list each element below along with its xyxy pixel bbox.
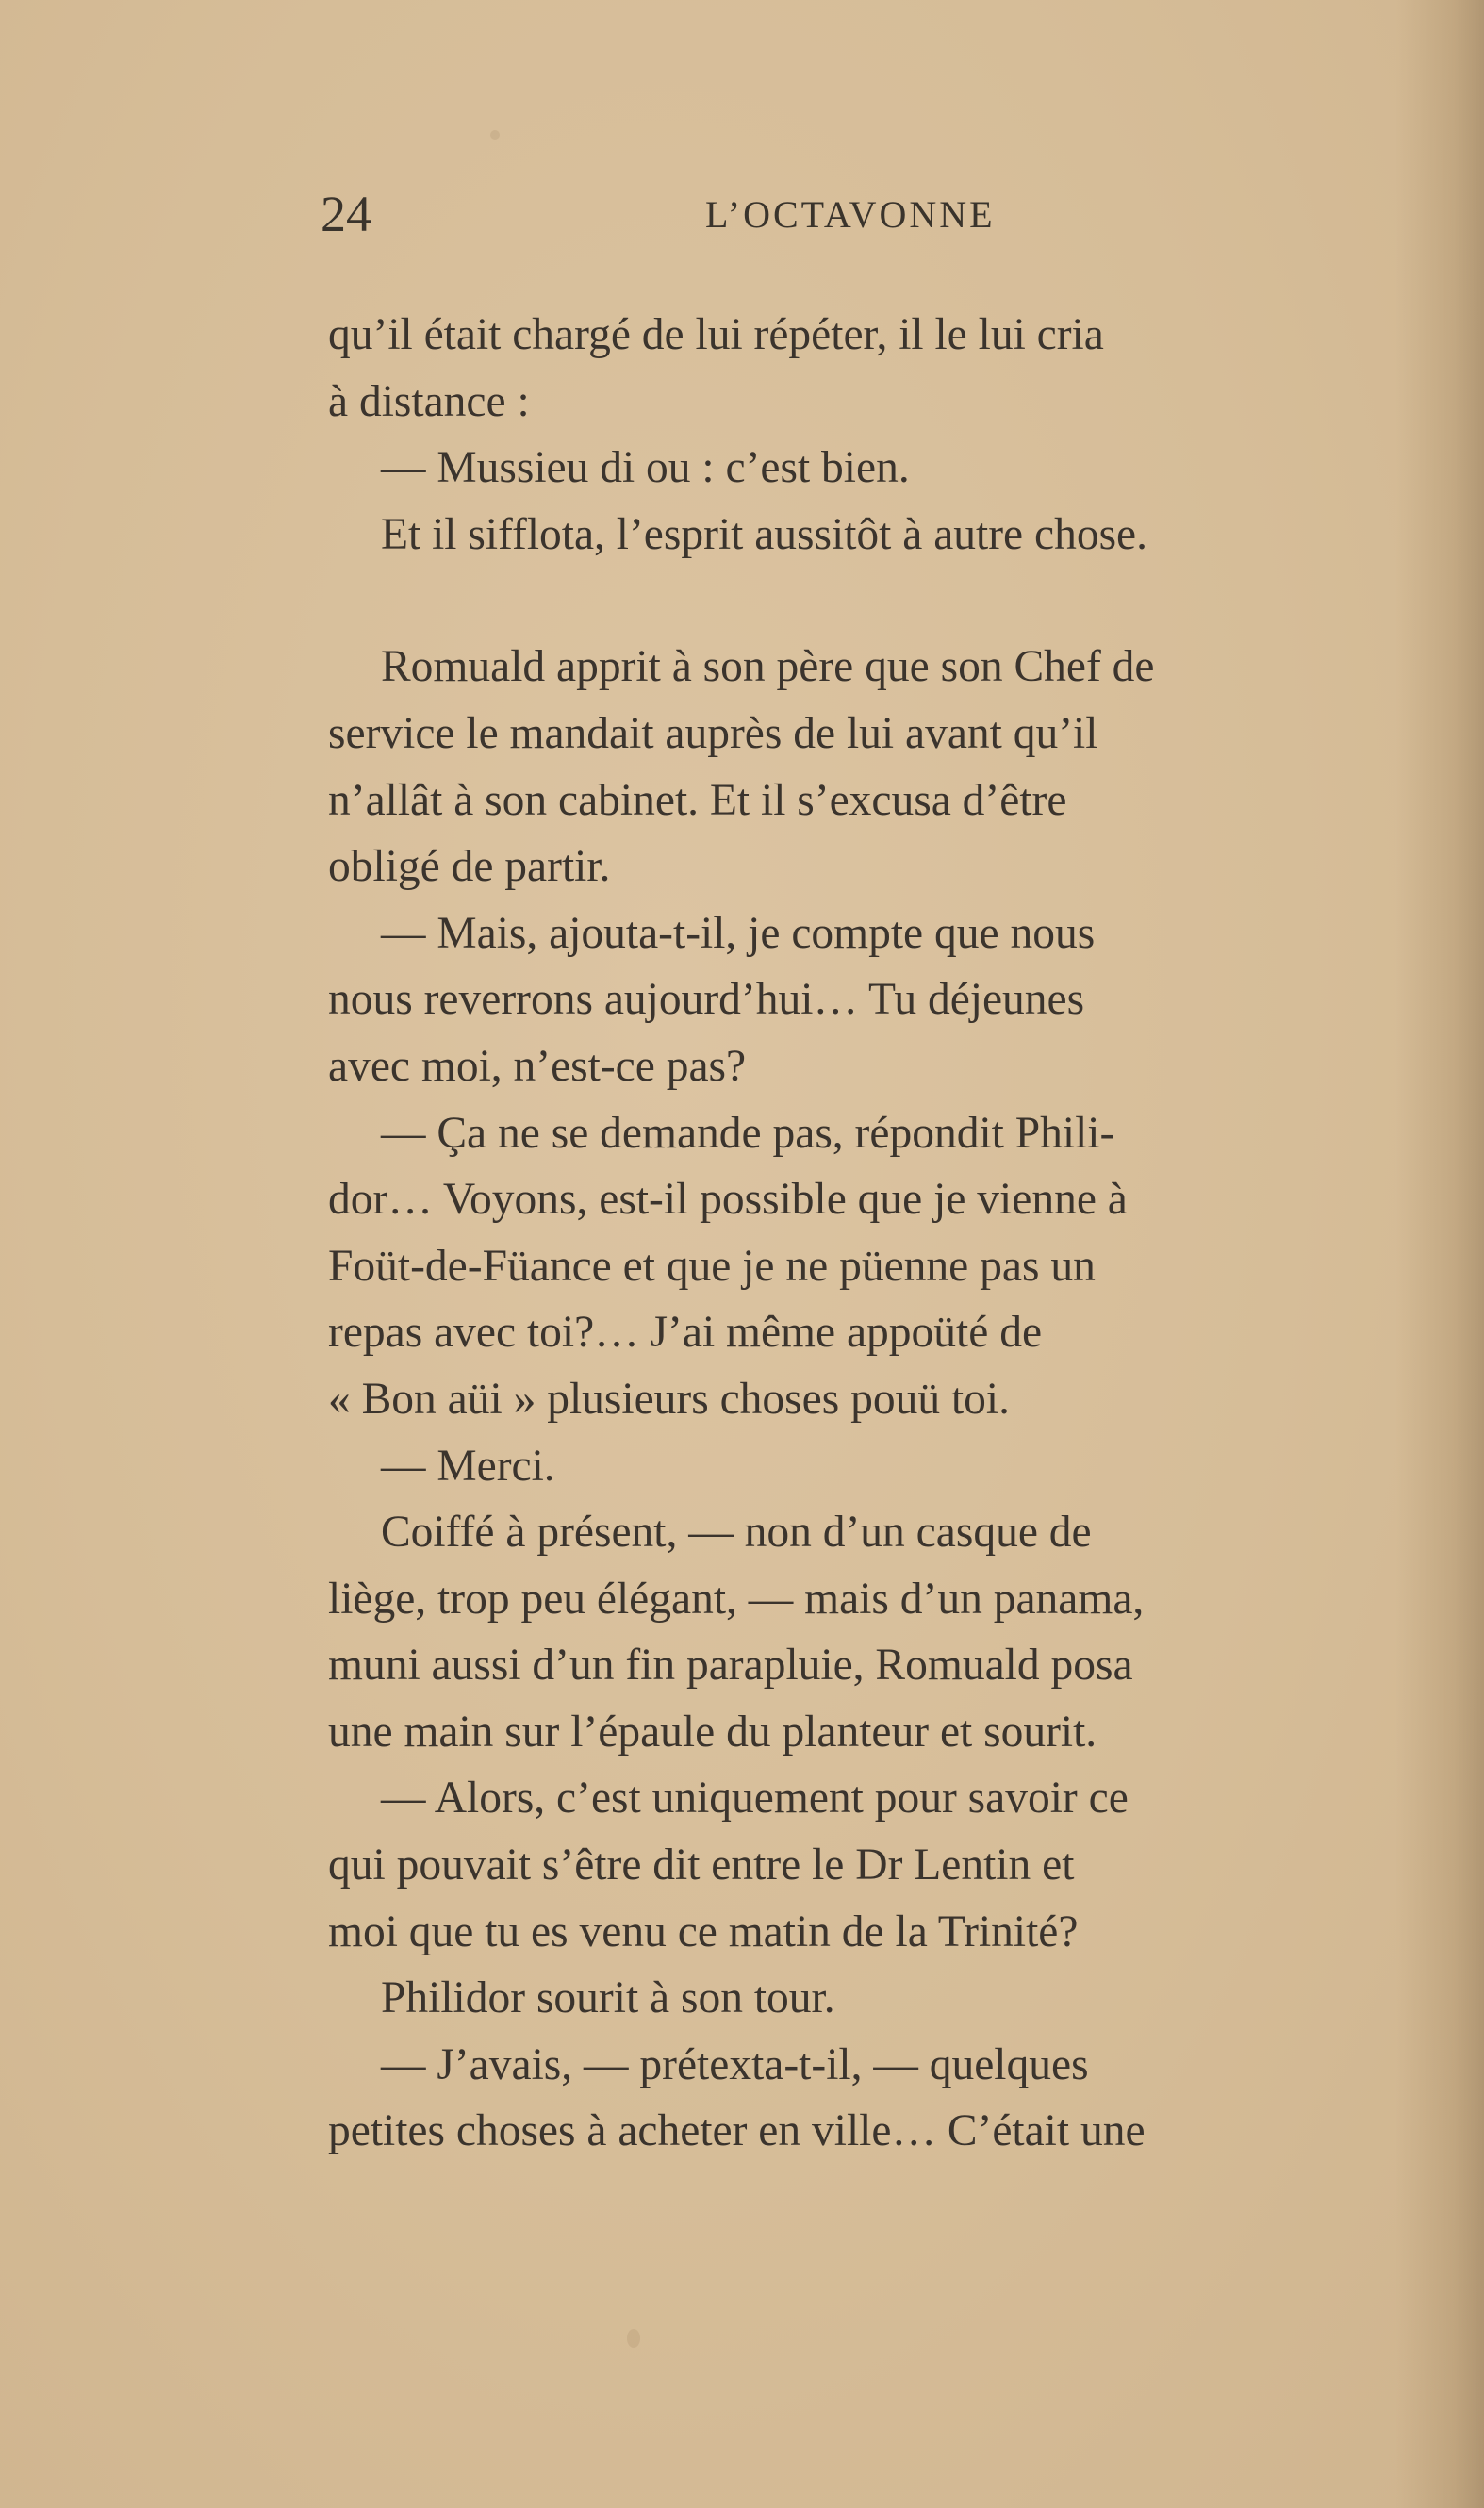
text-line: obligé de partir. <box>328 842 611 892</box>
text-line: — Alors, c’est uniquement pour savoir ce <box>381 1774 1129 1823</box>
text-line: moi que tu es venu ce matin de la Trinité? <box>328 1906 1079 1956</box>
section-break <box>328 568 1393 634</box>
text-line: — Mais, ajouta-t-il, je compte que nous <box>381 908 1096 958</box>
text-line: Romuald apprit à son père que son Chef de <box>381 642 1155 692</box>
text-line: Philidor sourit à son tour. <box>381 1973 835 2023</box>
text-line: qui pouvait s’être dit entre le Dr Lentin et <box>328 1840 1075 1890</box>
text-line: repas avec toi?… J’ai même appoüté de <box>328 1308 1043 1358</box>
text-line: nous reverrons aujourd’hui… Tu déjeunes <box>328 975 1085 1025</box>
text-line: — Ça ne se demande pas, répondit Phili- <box>381 1108 1115 1158</box>
text-line: « Bon aüi » plusieurs choses pouü toi. <box>328 1374 1011 1424</box>
text-line: Et il sifflota, l’esprit aussitôt à autre chose. <box>381 509 1148 559</box>
text-line: petites choses à acheter en ville… C’était une <box>328 2106 1146 2156</box>
text-line: dor… Voyons, est-il possible que je vienne à <box>328 1175 1128 1225</box>
text-line: muni aussi d’un fin parapluie, Romuald posa <box>328 1641 1133 1691</box>
page-number: 24 <box>321 186 371 242</box>
text-line: Foüt-de-Füance et que je ne püenne pas un <box>328 1241 1096 1291</box>
paper-spot <box>490 130 500 140</box>
text-line: à distance : <box>328 376 530 426</box>
text-line: qu’il était chargé de lui répéter, il le lui cria <box>328 310 1104 359</box>
text-line: une main sur l’épaule du planteur et sourit. <box>328 1707 1097 1757</box>
body-text <box>328 302 1393 2165</box>
text-line: avec moi, n’est-ce pas? <box>328 1041 747 1091</box>
text-line: — Mussieu di ou : c’est bien. <box>381 443 910 493</box>
text-line: service le mandait auprès de lui avant qu’il <box>328 708 1098 758</box>
text-line: Coiffé à présent, — non d’un casque de <box>381 1508 1092 1558</box>
paper-spot <box>627 2329 640 2348</box>
text-line: — J’avais, — prétexta-t-il, — quelques <box>381 2039 1089 2089</box>
text-line: liège, trop peu élégant, — mais d’un panama, <box>328 1574 1145 1624</box>
page-header <box>321 181 1395 247</box>
text-line: — Merci. <box>381 1441 555 1491</box>
text-line: n’allât à son cabinet. Et il s’excusa d’être <box>328 775 1067 825</box>
running-title: L’OCTAVONNE <box>705 193 996 236</box>
